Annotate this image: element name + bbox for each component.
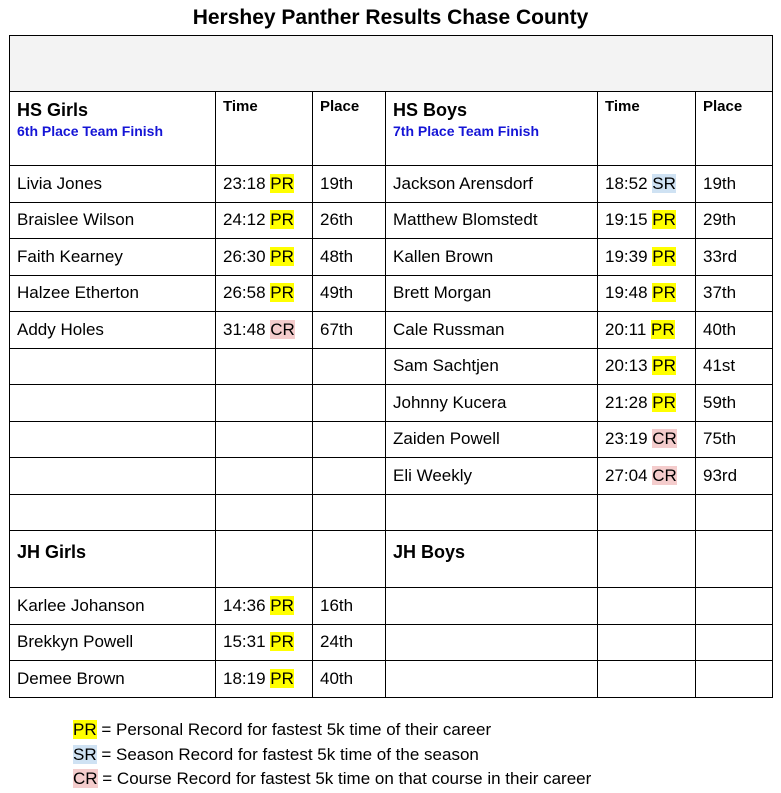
runner-time: [216, 275, 313, 312]
jh-girls-header: [10, 531, 216, 588]
runner-place: 75th: [696, 421, 773, 458]
runner-place: 49th: [313, 275, 386, 312]
table-row: [10, 312, 773, 349]
empty-cell: [216, 421, 313, 458]
time-value: 21:28: [605, 392, 648, 412]
empty-cell: [386, 494, 598, 531]
empty-cell: [598, 494, 696, 531]
time-value: 14:36: [223, 595, 266, 615]
runner-place: 93rd: [696, 458, 773, 495]
banner-cell: [10, 36, 773, 92]
time-column-label: Time: [605, 98, 640, 115]
table-row: [10, 239, 773, 276]
legend-text: = Season Record for fastest 5k time of the season: [96, 744, 479, 764]
empty-cell: [696, 494, 773, 531]
runner-time: [598, 275, 696, 312]
empty-cell: [10, 421, 216, 458]
jh-boys-heading: JH Boys: [393, 542, 466, 562]
runner-place: 40th: [313, 661, 386, 698]
time-value: 19:15: [605, 210, 648, 230]
results-table: [9, 35, 773, 698]
runner-time: [598, 385, 696, 422]
time-value: 23:19: [605, 429, 648, 449]
place-column-label: Place: [703, 98, 743, 115]
empty-cell: [313, 458, 386, 495]
empty-cell: [216, 494, 313, 531]
hs-girls-header: [10, 92, 216, 166]
record-badge: PR: [270, 595, 294, 615]
time-value: 18:19: [223, 668, 266, 688]
hs-header-row: [10, 92, 773, 166]
table-row: [10, 494, 773, 531]
runner-name: Kallen Brown: [386, 239, 598, 276]
runner-time: [216, 312, 313, 349]
empty-cell: [696, 531, 773, 588]
table-row: [10, 458, 773, 495]
time-value: 31:48: [223, 319, 266, 339]
table-row: [10, 385, 773, 422]
record-badge: PR: [652, 392, 676, 412]
table-row: [10, 275, 773, 312]
hs-boys-time-header: [598, 92, 696, 166]
time-value: 20:11: [605, 319, 647, 339]
hs-girls-heading: HS Girls: [17, 100, 89, 120]
table-row: [10, 661, 773, 698]
time-value: 20:13: [605, 356, 648, 376]
runner-place: 19th: [313, 166, 386, 203]
sr-code: SR: [73, 744, 97, 764]
empty-cell: [313, 348, 386, 385]
record-badge: CR: [652, 465, 677, 485]
hs-girls-time-header: [216, 92, 313, 166]
empty-cell: [10, 494, 216, 531]
empty-cell: [696, 624, 773, 661]
hs-girls-team-finish: 6th Place Team Finish: [17, 123, 164, 139]
record-badge: PR: [270, 632, 294, 652]
runner-time: [598, 421, 696, 458]
runner-name: Brekkyn Powell: [10, 624, 216, 661]
runner-time: [216, 166, 313, 203]
empty-cell: [313, 421, 386, 458]
empty-cell: [10, 385, 216, 422]
runner-time: [598, 202, 696, 239]
runner-name: Cale Russman: [386, 312, 598, 349]
pr-code: PR: [73, 720, 97, 739]
record-badge: PR: [270, 173, 294, 193]
jh-header-row: [10, 531, 773, 588]
runner-name: Demee Brown: [10, 661, 216, 698]
runner-name: Addy Holes: [10, 312, 216, 349]
jh-boys-header: [386, 531, 598, 588]
runner-place: 48th: [313, 239, 386, 276]
runner-name: Livia Jones: [10, 166, 216, 203]
runner-name: Eli Weekly: [386, 458, 598, 495]
table-row: [10, 624, 773, 661]
jh-girls-heading: JH Girls: [17, 542, 87, 562]
record-badge: PR: [270, 668, 294, 688]
banner-row: [10, 36, 773, 92]
table-row: [10, 421, 773, 458]
legend-item-pr: [73, 718, 591, 743]
runner-name: Zaiden Powell: [386, 421, 598, 458]
runner-place: 26th: [313, 202, 386, 239]
record-badge: SR: [652, 173, 676, 193]
runner-time: [598, 166, 696, 203]
hs-boys-team-finish: 7th Place Team Finish: [393, 123, 540, 139]
runner-place: 40th: [696, 312, 773, 349]
runner-name: Braislee Wilson: [10, 202, 216, 239]
runner-name: Karlee Johanson: [10, 588, 216, 625]
empty-cell: [386, 588, 598, 625]
record-badge: PR: [652, 283, 676, 303]
empty-cell: [696, 661, 773, 698]
empty-cell: [216, 385, 313, 422]
runner-time: [216, 202, 313, 239]
empty-cell: [216, 458, 313, 495]
runner-name: Brett Morgan: [386, 275, 598, 312]
runner-name: Jackson Arensdorf: [386, 166, 598, 203]
runner-time: [216, 239, 313, 276]
runner-name: Johnny Kucera: [386, 385, 598, 422]
runner-time: [216, 624, 313, 661]
page-title: Hershey Panther Results Chase County: [192, 6, 589, 29]
empty-cell: [216, 531, 313, 588]
record-badge: CR: [652, 429, 677, 449]
runner-name: Matthew Blomstedt: [386, 202, 598, 239]
empty-cell: [386, 661, 598, 698]
record-badge: CR: [270, 319, 295, 339]
runner-name: Sam Sachtjen: [386, 348, 598, 385]
empty-cell: [386, 624, 598, 661]
time-column-label: Time: [223, 98, 258, 115]
table-row: [10, 348, 773, 385]
record-badge: PR: [270, 246, 294, 266]
empty-cell: [10, 458, 216, 495]
legend-item-sr: [73, 743, 591, 768]
runner-name: Faith Kearney: [10, 239, 216, 276]
runner-time: [216, 588, 313, 625]
empty-cell: [598, 588, 696, 625]
empty-cell: [313, 531, 386, 588]
runner-place: 19th: [696, 166, 773, 203]
time-value: 26:30: [223, 246, 266, 266]
empty-cell: [598, 661, 696, 698]
time-value: 23:18: [223, 173, 266, 193]
empty-cell: [598, 624, 696, 661]
place-column-label: Place: [320, 98, 360, 115]
record-badge: PR: [652, 246, 676, 266]
time-value: 19:48: [605, 283, 648, 303]
time-value: 27:04: [605, 465, 648, 485]
runner-place: 41st: [696, 348, 773, 385]
legend-text: = Personal Record for fastest 5k time of their career: [96, 720, 492, 739]
hs-boys-header: [386, 92, 598, 166]
record-badge: PR: [652, 210, 676, 230]
record-badge: PR: [270, 210, 294, 230]
legend-text: = Course Record for fastest 5k time on that course in their career: [97, 769, 592, 788]
legend-item-cr: [73, 767, 591, 792]
empty-cell: [10, 348, 216, 385]
runner-place: 67th: [313, 312, 386, 349]
runner-time: [598, 458, 696, 495]
empty-cell: [313, 494, 386, 531]
record-badge: PR: [652, 356, 676, 376]
runner-place: 37th: [696, 275, 773, 312]
runner-time: [216, 661, 313, 698]
runner-place: 29th: [696, 202, 773, 239]
empty-cell: [216, 348, 313, 385]
empty-cell: [696, 588, 773, 625]
runner-place: 59th: [696, 385, 773, 422]
time-value: 24:12: [223, 210, 266, 230]
hs-boys-place-header: [696, 92, 773, 166]
table-row: [10, 202, 773, 239]
hs-boys-heading: HS Boys: [393, 100, 468, 120]
time-value: 18:52: [605, 173, 648, 193]
empty-cell: [313, 385, 386, 422]
runner-place: 24th: [313, 624, 386, 661]
cr-code: CR: [73, 769, 98, 788]
runner-place: 33rd: [696, 239, 773, 276]
hs-girls-place-header: [313, 92, 386, 166]
time-value: 15:31: [223, 632, 266, 652]
runner-time: [598, 312, 696, 349]
runner-name: Halzee Etherton: [10, 275, 216, 312]
empty-cell: [598, 531, 696, 588]
record-badge: PR: [651, 319, 675, 339]
table-row: [10, 166, 773, 203]
runner-time: [598, 239, 696, 276]
table-row: [10, 588, 773, 625]
legend: [73, 718, 591, 792]
runner-time: [598, 348, 696, 385]
time-value: 26:58: [223, 283, 266, 303]
record-badge: PR: [270, 283, 294, 303]
runner-place: 16th: [313, 588, 386, 625]
time-value: 19:39: [605, 246, 648, 266]
